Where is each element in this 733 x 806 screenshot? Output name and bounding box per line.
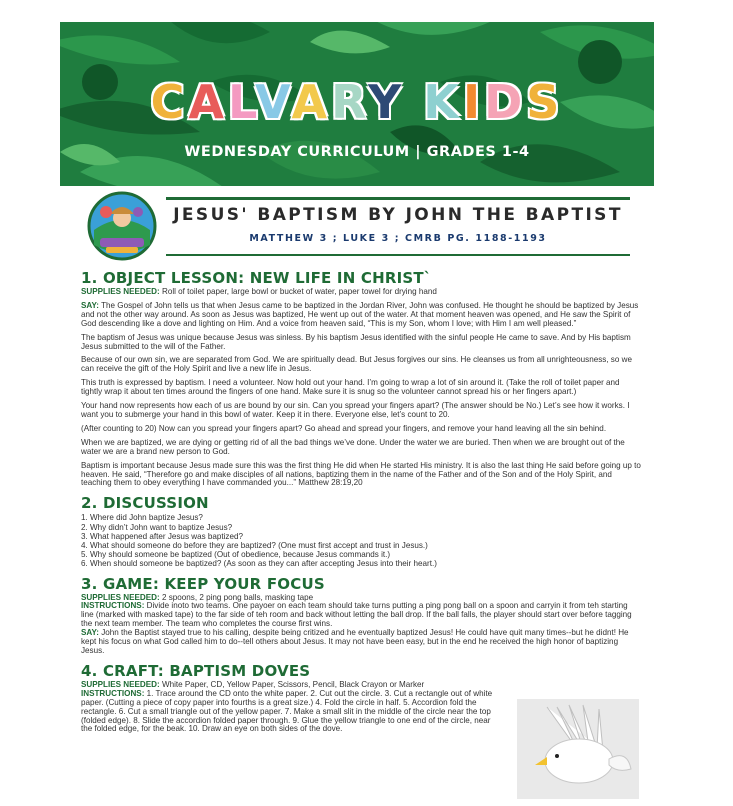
say-text: The Gospel of John tells us that when Jesus came to be baptized in the Jordan River, John was confused. He thought he should be baptized by Jesus and not the other way around. As soon as Jesus was baptized, He went up out of the water. At that moment heaven was opened, and He saw the Spirit of God descending like a dove and lighting on Him. And a voice from heaven said, “This is my Son, whom I love; with Him I am well pleased.”: [81, 300, 639, 328]
say-label: SAY:: [81, 300, 99, 310]
discussion-list: [81, 513, 641, 568]
body-paragraph: Because of our own sin, we are separated from God. We are spiritually dead. But Jesus forgives our sins. He cleanses us from all unrighteousness, so we can receive the gift of the Holy Spirit and live a new life in Jesus.: [81, 355, 632, 374]
banner-title-letter: A: [291, 75, 332, 129]
supplies-label: SUPPLIES NEEDED:: [81, 287, 160, 296]
section-title-craft: 4. CRAFT: BAPTISM DOVES: [81, 661, 311, 680]
list-item: 2. Why didn’t John want to baptize Jesus?: [81, 522, 233, 532]
list-item: 5. Why should someone be baptized (Out of obedience, because Jesus commands it.): [81, 550, 391, 560]
list-item: 1. Where did John baptize Jesus?: [81, 513, 203, 523]
supplies-label: SUPPLIES NEEDED:: [81, 679, 160, 689]
instructions-text: 1. Trace around the CD onto the white paper. 2. Cut out the circle. 3. Cut a rectangle out of white paper. (Cutting a piece of copy paper into fourths is a great size.) 4. Fold the circle in half. 5. Accordion fold the rectangle. 6. Cut a small triangle out of the yellow paper. 7. Make a small slit in the middle of the circle near the top (folded edge). 8. Slide the accordion folded paper through. 9. Glue the yellow triangle to one end of the circle, near the folded edge, for the beak. 10. Draw an eye on both sides of the dove.: [81, 688, 493, 734]
banner-subtitle: WEDNESDAY CURRICULUM | GRADES 1-4: [184, 144, 530, 160]
banner-title-letter: S: [526, 75, 564, 129]
section-title-discussion: 2. DISCUSSION: [81, 494, 209, 513]
banner-title-letter: V: [254, 75, 292, 129]
body-paragraph: This truth is expressed by baptism. I need a volunteer. Now hold out your hand. I’m going to wrap a lot of sin around it. (Take the roll of toilet paper and tightly wrap it about ten times around the fingers of one hand. Make sure it is snug so the volunteer cannot spread his or her fingers apart.): [81, 378, 620, 397]
body-paragraph: The baptism of Jesus was unique because Jesus was sinless. By his baptism Jesus identified with the sinful people He came to save. And by His baptism Jesus submitted to the will of the Father.: [81, 332, 631, 351]
list-item: 3. What happened after Jesus was baptized?: [81, 531, 243, 541]
scripture-references: MATTHEW 3 ; LUKE 3 ; CMRB PG. 1188-1193: [249, 233, 547, 244]
game-details: [81, 594, 641, 656]
supplies-line: [81, 288, 641, 297]
paper-dove-photo: [517, 699, 639, 799]
supplies-text: Roll of toilet paper, large bowl or bucket of water, paper towel for drying hand: [159, 287, 437, 296]
banner-title-letter: D: [484, 75, 527, 129]
instructions-label: INSTRUCTIONS:: [81, 688, 145, 698]
supplies-text: White Paper, CD, Yellow Paper, Scissors, Pencil, Black Crayon or Marker: [159, 679, 425, 689]
banner-title-letter: K: [423, 75, 463, 129]
banner-title-letter: I: [462, 75, 485, 129]
say-paragraph: [81, 302, 641, 329]
banner-title-letter: R: [331, 75, 368, 129]
lesson-content: [81, 263, 641, 739]
say-text: John the Baptist stayed true to his calling, despite being critized and he eventually baptized Jesus! He could have quit many times--but he didnt! He kept his focus on what God called him to do--tell others about Jesus. It may not have been easy, but in the end he received the high honor of baptizing Jesus.: [81, 628, 629, 655]
body-paragraph: Your hand now represents how each of us are bound by our sin. Can you spread your fingers apart? (The answer should be No.) Let’s see how it works. I want you to submerge your hand in this bowl of water. Keep it in there. Everyone else, let’s count to 20.: [81, 401, 630, 419]
body-paragraph: (After counting to 20) Now can you spread your fingers apart? Go ahead and spread your fingers, and remove your hand leaving all the sin behind.: [81, 423, 607, 433]
instructions-text: Divide inoto two teams. One payoer on each team should take turns putting a ping pong ball on a spoon and carryin it from teh starting line (marked with masked tape) to the far side of teh room and back without letting the ball drop. If the ball falls, the player should start over before tagging the next team member. The team who completes the course first wins.: [81, 601, 632, 629]
banner-title-letter: C: [150, 75, 189, 129]
gods-jungle-logo: [86, 190, 158, 262]
title-rule-top: [166, 197, 630, 200]
supplies-text: 2 spoons, 2 ping pong balls, masking tape: [159, 592, 314, 602]
list-item: 6. When should someone be baptized? (As soon as they can after accepting Jesus into their heart.): [81, 559, 437, 569]
banner-title-letter: Y: [367, 75, 406, 129]
banner-title: [60, 74, 654, 130]
section-title-game: 3. GAME: KEEP YOUR FOCUS: [81, 574, 325, 593]
instructions-label: INSTRUCTIONS:: [81, 601, 145, 611]
body-paragraph: When we are baptized, we are dying or getting rid of all the bad things we’ve done. Under the water we are buried. Then when we are brought out of the water we are a brand new person to God.: [81, 437, 625, 456]
craft-details: [81, 681, 501, 734]
title-rule-bottom: [166, 254, 630, 256]
list-item: 4. What should someone do before they are baptized? (One must first accept and trust in Jesus.): [81, 540, 428, 550]
say-label: SAY:: [81, 628, 99, 638]
lesson-title: JESUS' BAPTISM BY JOHN THE BAPTIST: [173, 205, 623, 225]
banner-title-letter: A: [188, 75, 228, 129]
header-banner: [60, 22, 654, 186]
section-title-object-lesson: 1. OBJECT LESSON: NEW LIFE IN CHRIST`: [81, 269, 432, 287]
banner-title-letter: L: [227, 75, 255, 129]
supplies-label: SUPPLIES NEEDED:: [81, 592, 160, 602]
body-paragraph: Baptism is important because Jesus made sure this was the first thing He did when He started His ministry. It is also the last thing He said before going up to heaven. He said, “Therefore go and make disciples of all nations, baptizing them in the name of the Father and of the Son and of the Holy Spirit, and teaching them to obey everything I have commanded you...” Matthew 28:19,20: [81, 460, 641, 488]
